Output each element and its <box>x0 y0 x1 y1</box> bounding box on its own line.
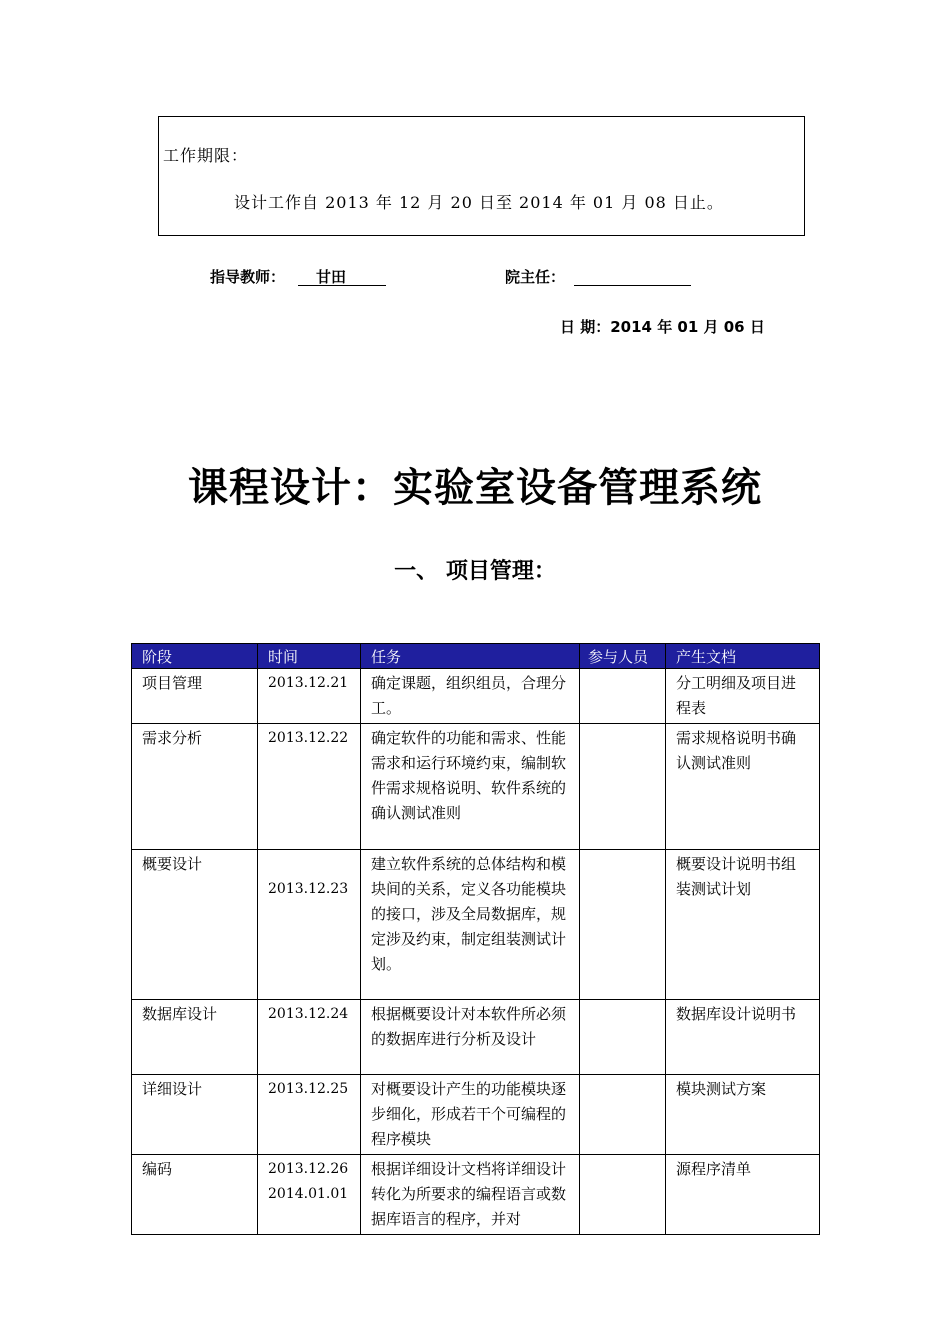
work-period-box <box>158 116 805 236</box>
cell-time: 2013.12.25 <box>258 1075 361 1155</box>
cell-stage: 编码 <box>132 1155 258 1235</box>
document-title: 课程设计：实验室设备管理系统 <box>188 465 762 511</box>
table-row <box>132 1000 820 1075</box>
header-task: 任务 <box>361 644 580 669</box>
section-heading: 一、 项目管理： <box>394 559 556 584</box>
table-row <box>132 1155 820 1235</box>
cell-people <box>580 1075 666 1155</box>
table-row <box>132 1075 820 1155</box>
cell-people <box>580 669 666 724</box>
cell-docs: 源程序清单 <box>666 1155 820 1235</box>
table-row <box>132 669 820 724</box>
cell-people <box>580 1000 666 1075</box>
cell-task: 确定软件的功能和需求、性能需求和运行环境约束，编制软件需求规格说明、软件系统的确认测试准则 <box>361 724 580 850</box>
cell-people <box>580 850 666 1000</box>
cell-time: 2013.12.21 <box>258 669 361 724</box>
cell-stage: 需求分析 <box>132 724 258 850</box>
cell-task: 确定课题，组织组员，合理分工。 <box>361 669 580 724</box>
cell-stage: 项目管理 <box>132 669 258 724</box>
table-row <box>132 724 820 850</box>
cell-stage: 概要设计 <box>132 850 258 1000</box>
cell-time: 2013.12.22 <box>258 724 361 850</box>
cell-task: 根据详细设计文档将详细设计转化为所要求的编程语言或数据库语言的程序，并对 <box>361 1155 580 1235</box>
cell-docs: 概要设计说明书组装测试计划 <box>666 850 820 1000</box>
header-stage: 阶段 <box>132 644 258 669</box>
table-row <box>132 850 820 1000</box>
cell-time <box>258 850 361 1000</box>
work-period-text: 设计工作自 2013 年 12 月 20 日至 2014 年 01 月 08 日止。 <box>234 193 724 212</box>
cell-stage: 详细设计 <box>132 1075 258 1155</box>
advisor-name: 甘田 <box>298 266 386 286</box>
cell-people <box>580 1155 666 1235</box>
cell-docs: 分工明细及项目进程表 <box>666 669 820 724</box>
header-time: 时间 <box>258 644 361 669</box>
cell-task: 根据概要设计对本软件所必须的数据库进行分析及设计 <box>361 1000 580 1075</box>
cell-time: 2013.12.24 <box>258 1000 361 1075</box>
header-people: 参与人员 <box>580 644 666 669</box>
cell-people <box>580 724 666 850</box>
cell-time-text: 2013.12.23 <box>268 881 349 897</box>
header-docs: 产生文档 <box>666 644 820 669</box>
cell-docs: 模块测试方案 <box>666 1075 820 1155</box>
cell-docs: 需求规格说明书确认测试准则 <box>666 724 820 850</box>
cell-task: 建立软件系统的总体结构和模块间的关系，定义各功能模块的接口，涉及全局数据库，规定涉及约束，制定组装测试计划。 <box>361 850 580 1000</box>
dean-name-blank <box>574 266 691 286</box>
work-period-label: 工作期限： <box>163 146 249 165</box>
project-plan-table <box>131 643 820 1235</box>
advisor-label: 指导教师： <box>210 268 286 286</box>
dean-label: 院主任： <box>505 268 566 286</box>
cell-time: 2013.12.26 2014.01.01 <box>258 1155 361 1235</box>
table-header-row <box>132 644 820 669</box>
cell-task: 对概要设计产生的功能模块逐步细化，形成若干个可编程的程序模块 <box>361 1075 580 1155</box>
cell-stage: 数据库设计 <box>132 1000 258 1075</box>
cell-docs: 数据库设计说明书 <box>666 1000 820 1075</box>
date-line: 日 期：2014 年 01 月 06 日 <box>560 318 765 336</box>
